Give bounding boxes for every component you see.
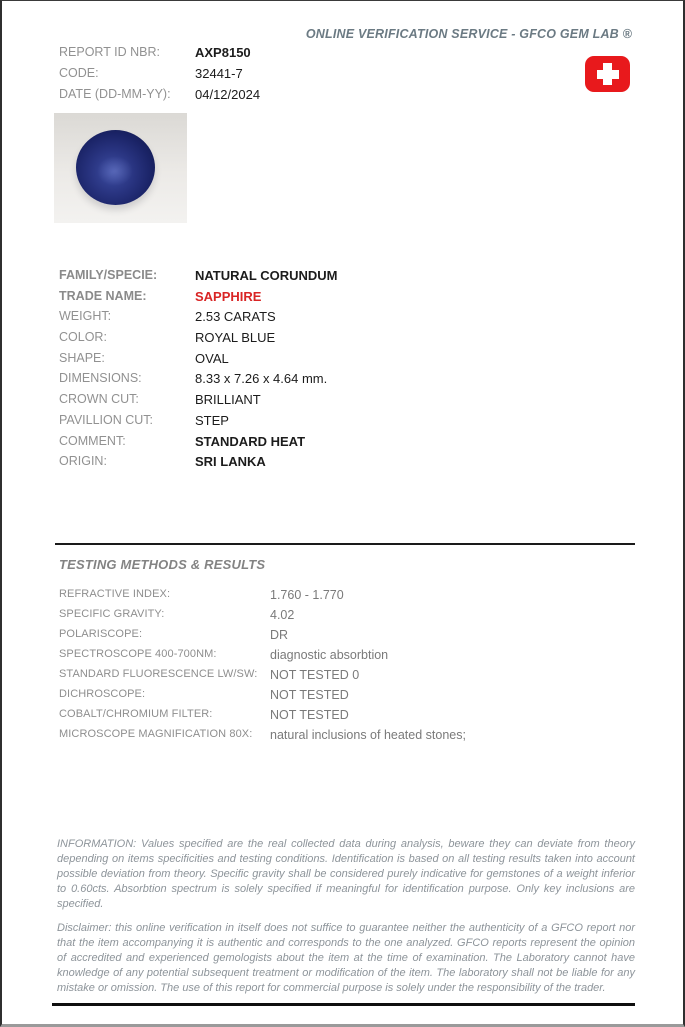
pavillion-cut-label: PAVILLION CUT:: [59, 412, 154, 427]
microscope-value: natural inclusions of heated stones;: [270, 728, 466, 742]
testing-row: [59, 588, 466, 608]
identity-row: [59, 434, 338, 455]
family-specie-value: NATURAL CORUNDUM: [195, 268, 338, 283]
service-title: ONLINE VERIFICATION SERVICE - GFCO GEM LAB ®: [305, 27, 632, 41]
date-value: 04/12/2024: [195, 87, 261, 102]
gemstone-highlight: [97, 156, 133, 186]
testing-section-title: TESTING METHODS & RESULTS: [59, 557, 266, 572]
testing-row: [59, 708, 466, 728]
origin-value: SRI LANKA: [195, 454, 266, 470]
code-label: CODE:: [59, 66, 99, 80]
identity-row: [59, 392, 338, 413]
testing-block: [59, 588, 466, 748]
identity-row: [59, 413, 338, 434]
gemstone-photo: [54, 113, 187, 223]
refractive-index-label: REFRACTIVE INDEX:: [59, 588, 171, 600]
comment-label: COMMENT:: [59, 433, 126, 448]
color-label: COLOR:: [59, 330, 107, 345]
trade-name-value: SAPPHIRE: [195, 288, 262, 304]
specific-gravity-label: SPECIFIC GRAVITY:: [59, 608, 165, 620]
testing-row: [59, 628, 466, 648]
testing-row: [59, 728, 466, 748]
polariscope-value: DR: [270, 628, 289, 642]
identity-row: [59, 268, 338, 289]
shape-value: OVAL: [195, 350, 229, 366]
section-divider-line: [55, 543, 635, 545]
spectroscope-value: diagnostic absorbtion: [270, 648, 389, 662]
identity-row: [59, 330, 338, 351]
specific-gravity-value: 4.02: [270, 608, 295, 622]
cobalt-chromium-filter-label: COBALT/CHROMIUM FILTER:: [59, 708, 213, 720]
code-value: 32441-7: [195, 66, 243, 81]
color-value: ROYAL BLUE: [195, 330, 276, 346]
report-row: [59, 87, 260, 108]
dimensions-label: DIMENSIONS:: [59, 371, 142, 386]
testing-row: [59, 648, 466, 668]
comment-value: STANDARD HEAT: [195, 433, 306, 449]
date-label: DATE (DD-MM-YY):: [59, 87, 171, 101]
report-row: [59, 45, 260, 66]
identity-row: [59, 309, 338, 330]
swiss-flag-icon: [585, 56, 630, 92]
fluorescence-value: NOT TESTED 0: [270, 668, 360, 682]
origin-label: ORIGIN:: [59, 454, 107, 469]
cobalt-chromium-filter-value: NOT TESTED: [270, 708, 349, 722]
refractive-index-value: 1.760 - 1.770: [270, 588, 344, 602]
testing-row: [59, 608, 466, 628]
trade-name-label: TRADE NAME:: [59, 288, 147, 303]
crown-cut-value: BRILLIANT: [195, 392, 261, 408]
identity-row: [59, 351, 338, 372]
shape-label: SHAPE:: [59, 350, 105, 365]
report-row: [59, 66, 260, 87]
identity-block: [59, 268, 338, 475]
weight-value: 2.53 CARATS: [195, 309, 276, 325]
footer-rule-line: [52, 1003, 635, 1006]
testing-row: [59, 688, 466, 708]
report-id-value: AXP8150: [195, 45, 251, 60]
fluorescence-label: STANDARD FLUORESCENCE LW/SW:: [59, 668, 258, 680]
weight-label: WEIGHT:: [59, 309, 112, 324]
crown-cut-label: CROWN CUT:: [59, 392, 139, 407]
microscope-label: MICROSCOPE MAGNIFICATION 80X:: [59, 728, 253, 740]
report-id-label: REPORT ID NBR:: [59, 45, 160, 59]
polariscope-label: POLARISCOPE:: [59, 628, 143, 640]
flag-cross-horizontal: [597, 70, 619, 79]
identity-row: [59, 454, 338, 475]
family-specie-label: FAMILY/SPECIE:: [59, 268, 158, 282]
dichroscope-label: DICHROSCOPE:: [59, 688, 146, 700]
dimensions-value: 8.33 x 7.26 x 4.64 mm.: [195, 371, 328, 387]
gemstone-oval: [76, 130, 155, 205]
spectroscope-label: SPECTROSCOPE 400-700NM:: [59, 648, 217, 660]
information-paragraph: INFORMATION: Values specified are the real collected data during analysis, beware they can deviate from theory depending on items specificities and testing conditions. Identification is based on all testing results taken into account possible deviation from theory. Specific gravity shall be considered purely indicative for gemstones of a weight inferior to 0.60cts. Absorbtion spectrum is solely specified if meaningful for identification purpose. Only key inclusions are specified.: [57, 838, 635, 910]
dichroscope-value: NOT TESTED: [270, 688, 349, 702]
disclaimer-paragraph: Disclaimer: this online verification in itself does not suffice to guarantee neither the authenticity of a GFCO report nor that the item accompanying it is authentic and corresponds to the one analyzed. GFCO reports represent the opinion of accredited and experienced gemologists about the item at the time of examination. The Laboratory cannot have knowledge of any potential subsequent treatment or modification of the item. The laboratory shall not be liable for any mistake or omission. The use of this report for commercial purpose is solely under the responsibility of the trader.: [57, 922, 635, 994]
testing-row: [59, 668, 466, 688]
report-id-block: [59, 45, 260, 108]
identity-row: [59, 289, 338, 310]
identity-row: [59, 371, 338, 392]
pavillion-cut-value: STEP: [195, 412, 229, 428]
